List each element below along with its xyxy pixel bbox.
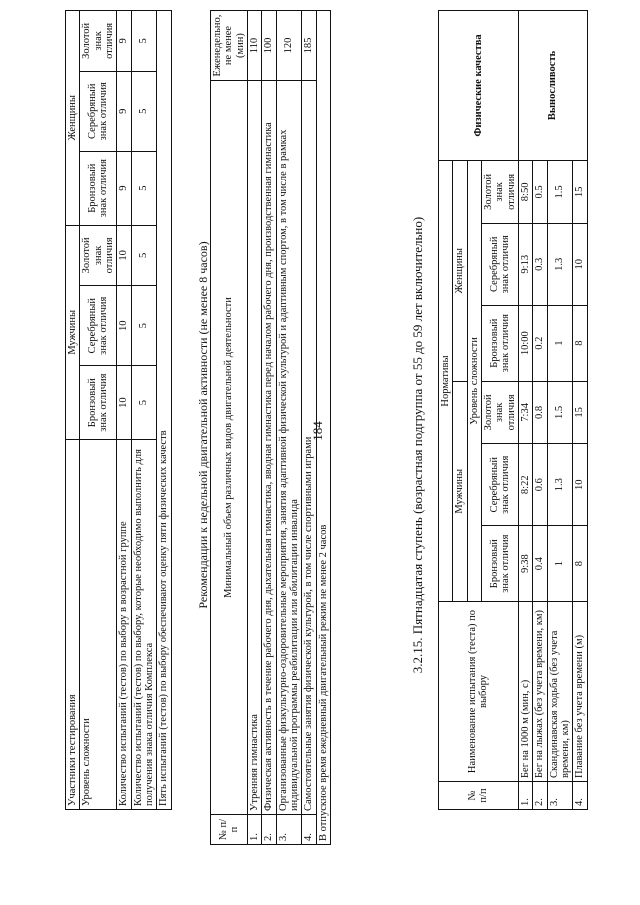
cell-value: 0.5 <box>533 161 547 224</box>
row-num: 3. <box>276 815 302 845</box>
cell-value: 8 <box>573 305 587 381</box>
header-bronze: Бронзовый знак отличия <box>80 151 117 225</box>
page-number: 184 <box>310 421 325 441</box>
header-silver: Серебряный знак отличия <box>481 223 518 305</box>
row-value: 120 <box>276 11 302 81</box>
cell-value: 0.2 <box>533 305 547 381</box>
header-level: Уровень сложности <box>467 161 481 602</box>
header-gold: Золотой знак отличия <box>80 11 117 72</box>
header-name: Наименование испытания (теста) по выбору <box>439 602 519 782</box>
row-text: Организованные физкультурно-оздоровительные мероприятия, занятия адаптивной физической культурой и адаптивным спортом, в том числе в рамках индивидуальной программы реабилитации или абилитации инвалида <box>276 81 302 815</box>
header-norms: Нормативы <box>439 161 453 602</box>
table-footer-row <box>316 11 330 845</box>
cell-value: 0.6 <box>533 444 547 526</box>
row-label: Количество испытаний (тестов) по выбору, которые необходимо выполнить для получения знака отличия Комплекса <box>131 440 157 810</box>
header-participants: Участники тестирования <box>66 440 80 810</box>
cell-value: 10 <box>573 223 587 305</box>
header-women: Женщины <box>453 161 467 382</box>
table-test-counts <box>65 10 172 810</box>
cell-value: 9 <box>117 11 131 72</box>
cell-value: 15 <box>573 161 587 224</box>
cell-value: 1 <box>547 526 573 602</box>
cell-value: 9:38 <box>518 526 532 602</box>
header-gold: Золотой знак отличия <box>481 381 518 444</box>
row-value: 185 <box>302 11 316 81</box>
cell-value: 9 <box>117 151 131 225</box>
table-stage-15-norms <box>438 10 588 810</box>
header-women: Женщины <box>66 11 80 226</box>
cell-value: 8:22 <box>518 444 532 526</box>
row-value: 100 <box>262 11 276 81</box>
row-value: 110 <box>247 11 261 81</box>
header-weekly: Еженедельно, не менее (мин) <box>211 11 248 81</box>
table-header-row <box>66 11 80 810</box>
header-men: Мужчины <box>453 381 467 601</box>
header-bronze: Бронзовый знак отличия <box>481 305 518 381</box>
table-footer-row <box>157 11 171 810</box>
row-num: 2. <box>262 815 276 845</box>
cell-value: 10 <box>117 366 131 440</box>
row-name: Плавание без учета времени (м) <box>573 602 587 782</box>
header-men: Мужчины <box>66 225 80 439</box>
header-silver: Серебряный знак отличия <box>481 444 518 526</box>
table-footer: В отпускное время ежедневный двигательный режим не менее 2 часов <box>316 11 330 845</box>
cell-value: 5 <box>131 11 157 72</box>
cell-value: 5 <box>131 71 157 151</box>
row-text: Утренняя гимнастика <box>247 81 261 815</box>
row-num: 4. <box>302 815 316 845</box>
header-gold: Золотой знак отличия <box>481 161 518 224</box>
cell-value: 5 <box>131 286 157 366</box>
row-label: Количество испытаний (тестов) по выбору в возрастной группе <box>117 440 131 810</box>
cell-value: 1.5 <box>547 161 573 224</box>
cell-value: 15 <box>573 381 587 444</box>
row-name: Бег на 1000 м (мин, с) <box>518 602 532 782</box>
table-row <box>262 11 276 845</box>
cell-value: 8 <box>573 526 587 602</box>
table-row <box>131 11 157 810</box>
table-header-row <box>80 11 117 810</box>
cell-value: 8:50 <box>518 161 532 224</box>
table-row <box>518 11 532 810</box>
cell-value: 10 <box>117 286 131 366</box>
quality-cell: Выносливость <box>518 11 587 161</box>
cell-value: 0.4 <box>533 526 547 602</box>
cell-value: 1.3 <box>547 223 573 305</box>
cell-value: 10 <box>117 225 131 286</box>
table-footer: Пять испытаний (тестов) по выбору обеспечивают оценку пяти физических качеств <box>157 11 171 810</box>
row-num: 4. <box>573 782 587 810</box>
cell-value: 5 <box>131 151 157 225</box>
section-heading: 3.2.15. Пятнадцатая ступень (возрастная подгруппа от 55 до 59 лет включительно) <box>410 216 425 674</box>
header-gold: Золотой знак отличия <box>80 225 117 286</box>
table-row <box>302 11 316 845</box>
table2-caption: Рекомендации к недельной двигательной активности (не менее 8 часов) <box>196 241 210 609</box>
row-text: Самостоятельные занятия физической культурой, в том числе спортивными играми <box>302 81 316 815</box>
header-bronze: Бронзовый знак отличия <box>481 526 518 602</box>
cell-value: 5 <box>131 366 157 440</box>
header-qualities: Физические качества <box>439 11 519 161</box>
header-silver: Серебряный знак отличия <box>80 71 117 151</box>
cell-value: 0.8 <box>533 381 547 444</box>
header-silver: Серебряный знак отличия <box>80 286 117 366</box>
row-num: 2. <box>533 782 547 810</box>
cell-value: 9:13 <box>518 223 532 305</box>
row-text: Физическая активность в течение рабочего дня, дыхательная гимнастика, вводная гимнастика перед началом рабочего дня, производственная гимнастика <box>262 81 276 815</box>
row-num: 1. <box>518 782 532 810</box>
row-name: Скандинавская ходьба (без учета времени, км) <box>547 602 573 782</box>
cell-value: 5 <box>131 225 157 286</box>
cell-value: 10:00 <box>518 305 532 381</box>
header-volume: Минимальный объем различных видов двигательной деятельности <box>211 81 248 815</box>
table-row <box>276 11 302 845</box>
row-num: 3. <box>547 782 573 810</box>
table-row <box>247 11 261 845</box>
cell-value: 0.3 <box>533 223 547 305</box>
cell-value: 9 <box>117 71 131 151</box>
cell-value: 1.3 <box>547 444 573 526</box>
header-level: Уровень сложности <box>80 440 117 810</box>
row-name: Бег на лыжах (без учета времени, км) <box>533 602 547 782</box>
table-row <box>117 11 131 810</box>
row-num: 1. <box>247 815 261 845</box>
table-header-row <box>439 11 453 810</box>
cell-value: 7:34 <box>518 381 532 444</box>
header-num: № п/п <box>439 782 519 810</box>
cell-value: 10 <box>573 444 587 526</box>
header-bronze: Бронзовый знак отличия <box>80 366 117 440</box>
table-header-row <box>211 11 248 845</box>
table-weekly-activity <box>210 10 331 845</box>
cell-value: 1.5 <box>547 381 573 444</box>
header-num: № п/п <box>211 815 248 845</box>
cell-value: 1 <box>547 305 573 381</box>
